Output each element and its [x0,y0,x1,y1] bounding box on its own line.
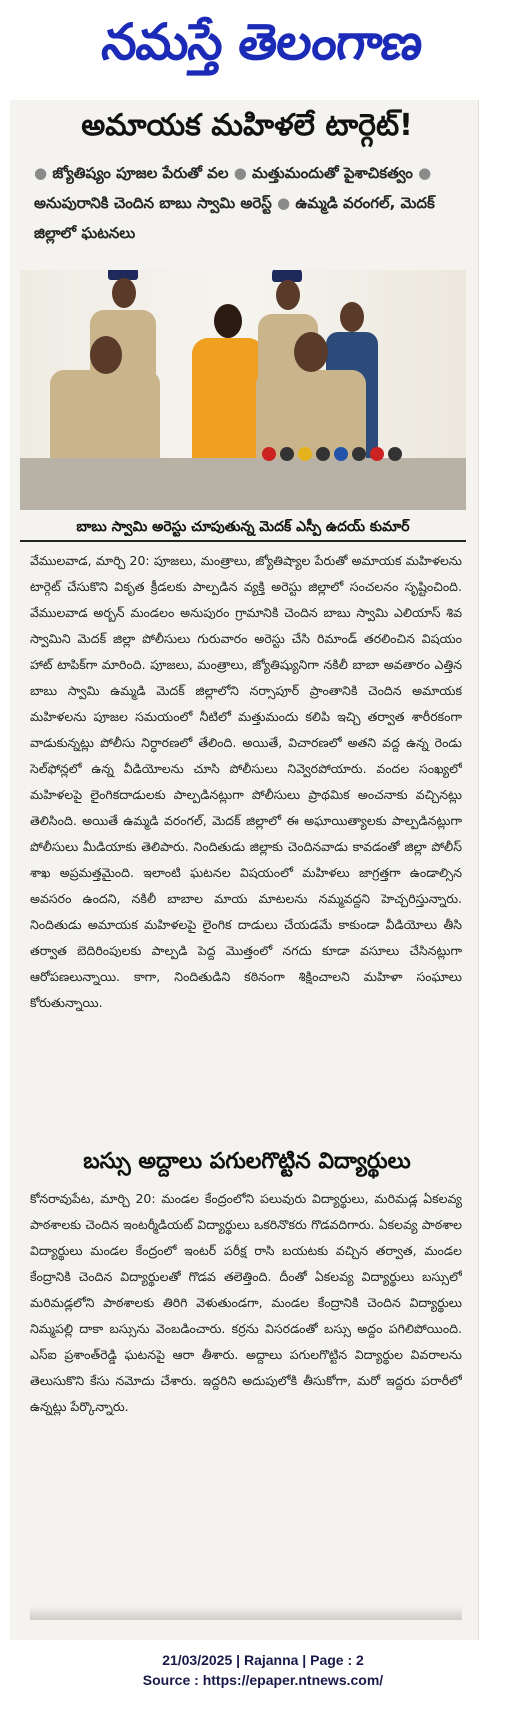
article-kicker [34,158,462,266]
microphone-icon [388,447,402,461]
person-head [276,280,300,310]
second-article-headline: బస్సు అద్దాలు పగులగొట్టిన విద్యార్థులు [83,1149,411,1174]
microphone-icon [370,447,384,461]
bullet-icon: ● [277,194,296,212]
person-head [340,302,364,332]
kicker-item: మత్తుమందుతో పైశాచికత్వం [252,164,413,182]
photo-caption: బాబు స్వామి అరెస్టు చూపుతున్న మెదక్ ఎస్పీ ఉదయ్ కుమార్ [20,514,466,542]
bullet-icon: ● [34,164,53,182]
microphone-icon [334,447,348,461]
kicker-item: జ్యోతిష్యం పూజల పేరుతో వల [52,164,229,182]
second-article-body [30,1186,462,1604]
article-headline: అమాయక మహిళలే టార్గెట్! [81,108,413,143]
article-paragraph: కోనరావుపేట, మార్చి 20: మండల కేంద్రంలోని పలువురు విద్యార్థులు, మరిమడ్ల ఏకలవ్య పాఠశాలకు చెందిన ఇంటర్మీడియట్ విద్యార్థులు ఒకరినొకరు గొడవదిగారు. ఏకలవ్య పాఠశాల విద్యార్థులు మండల కేంద్రంలో ఇంటర్ పరీక్ష రాసి బయటకు వచ్చిన తర్వాత, మండల కేంద్రానికి చెందిన విద్యార్థులతో గొడవ తలెత్తింది. దీంతో ఏకలవ్య విద్యార్థులు బస్సులో మరిమడ్లలోని పాఠశాలకు తిరిగి వెళుతుండగా, మండల కేంద్రానికి చెందిన విద్యార్థులు నిమ్మపల్లి దాకా బస్సును వెంబడించారు. కర్రను విసరడంతో బస్సు అద్దం పగిలిపోయింది. ఎస్ఐ ప్రశాంత్‌రెడ్డి ఘటనపై ఆరా తీశారు. అద్దాలు పగులగొట్టిన విద్యార్థుల వివరాలను తెలుసుకొని కేసు నమోదు చేశారు. ఇద్దరిని అదుపులోకి తీసుకోగా, మరో ఇద్దరు పరారీలో ఉన్నట్లు పేర్కొన్నారు. [30,1191,462,1414]
person-head [112,278,136,308]
kicker-item: ఉమ్మడి వరంగల్, మెదక్ జిల్లాలో ఘటనలు [34,194,435,242]
article-body [30,548,462,1136]
news-photo [20,270,466,510]
microphone-icon [262,447,276,461]
footer-date-edition: 21/03/2025 | Rajanna | Page : 2 [162,1652,364,1668]
microphone-icon [280,447,294,461]
article-paragraph: వేములవాడ, మార్చి 20: పూజలు, మంత్రాలు, జ్యోతిష్యాల పేరుతో అమాయక మహిళలను టార్గెట్ చేసుకొని వికృత క్రీడలకు పాల్పడిన వ్యక్తి అరెస్టు జిల్లాలో సంచలనం సృష్టించింది. వేములవాడ అర్బన్ మండలం అనుపురం గ్రామానికి చెందిన బాబు స్వామి ఎలియాస్ శివ స్వామిని మెదక్ జిల్లా పోలీసులు గురువారం అరెస్టు చేసి రిమాండ్ తరలించిన విషయం హాట్ టాపిక్‌గా మారింది. పూజలు, మంత్రాలు, జ్యోతిష్యునిగా నకిలీ బాబా అవతారం ఎత్తిన బాబు స్వామి ఉమ్మడి మెదక్ జిల్లాలోని నర్సాపూర్ ప్రాంతానికి చెందిన అమాయక మహిళలను పూజల సమయంలో నీటిలో మత్తుమందు కలిపి ఇచ్చి తర్వాత శారీరకంగా వాడుకున్నట్లు పోలీసు నిర్ధారణలో తేలింది. అయితే, విచారణలో అతని వద్ద ఉన్న రెండు సెల్‌ఫోన్లలో ఉన్న వీడియోలను చూసి పోలీసులు నివ్వెరపోయారు. వందల సంఖ్యలో మహిళలపై లైంగికదాడులకు పాల్పడినట్లుగా పోలీసులు ప్రాథమిక అంచనాకు వచ్చినట్లు తెలిసింది. అయితే ఉమ్మడి వరంగల్, మెదక్ జిల్లాలో ఈ అఘాయిత్యాలకు పాల్పడినట్లుగా పోలీసులు మీడియాకు తెలిపారు. నిందితుడు జిల్లాకు చెందినవాడు కావడంతో జిల్లా పోలీస్ శాఖ అప్రమత్తమైంది. ఇలాంటి ఘటనల విషయంలో మహిళలు జాగ్రత్తగా ఉండాల్సిన అవసరం ఉందని, నకిలీ బాబాల మాయ మాటలను నమ్మవద్దని హెచ్చరిస్తున్నారు. నిందితుడు అమాయక మహిళలపై లైంగిక దాడులు చేయడమే కాకుండా వీడియోలు తీసి తర్వాత బెదిరింపులకు పాల్పడి పెద్ద మొత్తంలో నగదు కూడా వసూలు చేసినట్లుగా ఆరోపణలున్నాయి. కాగా, నిందితుడిని కఠినంగా శిక్షించాలని మహిళా సంఘాలు కోరుతున్నాయి. [30,553,462,1010]
microphone-icon [316,447,330,461]
person-head [90,336,122,374]
microphones [262,446,462,468]
microphone-icon [352,447,366,461]
page-footer [0,1650,526,1710]
masthead [0,0,526,100]
person-head [214,304,242,338]
kicker-item: అనుపురానికి చెందిన బాబు స్వామి అరెస్ట్ [34,194,272,212]
bullet-icon: ● [418,164,432,182]
bullet-icon: ● [233,164,253,182]
microphone-icon [298,447,312,461]
footer-source: Source : https://epaper.ntnews.com/ [142,1672,384,1688]
newspaper-logo: నమస్తే తెలంగాణ [99,12,425,71]
clipping-cut-edge [30,1606,462,1620]
person-head [294,332,328,372]
